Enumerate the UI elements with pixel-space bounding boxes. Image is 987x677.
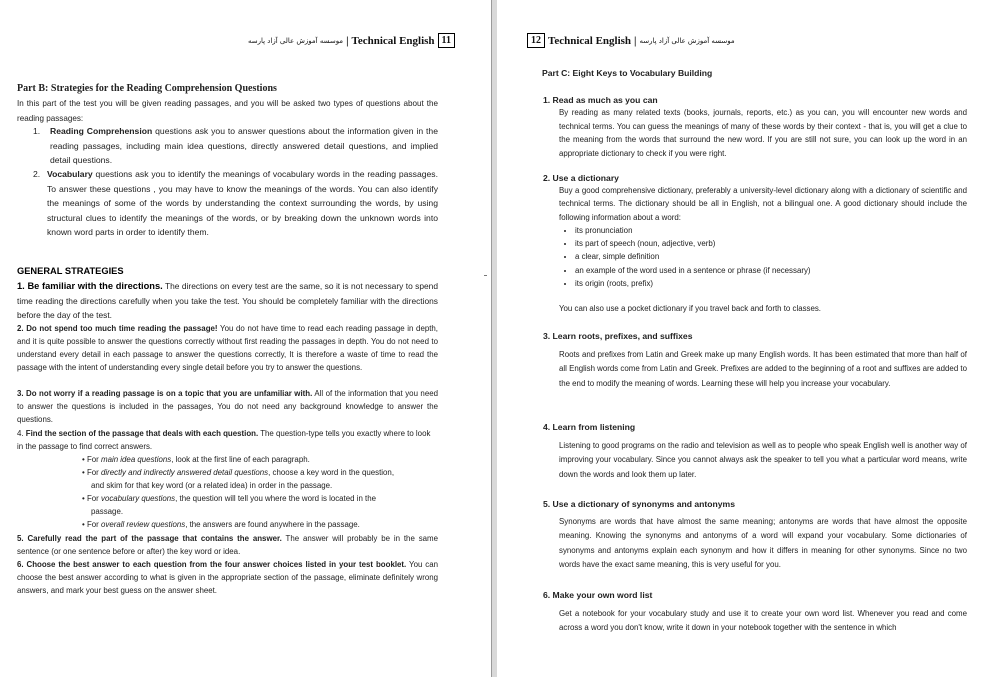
dictionary-info-list bbox=[561, 224, 975, 290]
term-reading-comprehension: Reading Comprehension bbox=[50, 126, 153, 136]
list-number: 1. bbox=[33, 126, 41, 136]
list-item: • a clear, simple definition bbox=[575, 250, 975, 263]
header-institute-name: موسسه آموزش عالی آزاد پارسه bbox=[247, 36, 344, 45]
question-type-vocabulary bbox=[33, 167, 438, 240]
strategy-title: 3. Do not worry if a reading passage is on a topic that you are unfamiliar with. bbox=[17, 389, 313, 398]
strategy-title: Find the section of the passage that deals with each question. bbox=[25, 429, 259, 438]
key-2-text: Buy a good comprehensive dictionary, preferably a university-level dictionary along with a dictionary of scientific and technical terms. The dictionary should be all in English, not a bilingual one. A good dictionary should include the following information about a word: bbox=[559, 186, 967, 222]
header-institute-name: موسسه آموزش عالی آزاد پارسه bbox=[639, 36, 735, 45]
list-item: • its part of speech (noun, adjective, verb) bbox=[575, 237, 975, 250]
left-page bbox=[0, 0, 492, 677]
bullet-detail: • For directly and indirectly answered detail questions, choose a key word in the question, and skim for that key word (or a related idea) in order in the passage. bbox=[82, 468, 395, 491]
list-item: • its pronunciation bbox=[575, 224, 975, 237]
list-item: • an example of the word used in a sentence or phrase (if necessary) bbox=[575, 264, 975, 277]
strategy-3 bbox=[17, 387, 438, 426]
strategy-title: 1. Be familiar with the directions. bbox=[17, 281, 163, 291]
strategy-2 bbox=[17, 322, 438, 374]
page-number: 12 bbox=[527, 33, 545, 48]
key-1-title: 1. Read as much as you can bbox=[543, 95, 658, 105]
term-description: questions ask you to identify the meanings of vocabulary words in the reading passages. To answer these questions , you may have to know the meanings of the words. You can also identify the meanings of some of the words by understanding the context surrounding the words, by using structural clues to identify the meanings of the words, or by breaking down the unknown words into known word parts in order to identify them. bbox=[47, 169, 438, 238]
strategy-text: All of the information that you need to answer the questions is included in the passages, You do not need any background knowledge to answer the questions. bbox=[17, 389, 438, 425]
key-1-text: By reading as many related texts (books, journals, reports, etc.) as you can, you will encounter new words and technical terms. You can guess the meanings of many of these words by their context - that is, you will get a clue to the meaning from the words that surround the new word. If you are still not sure, you can look up the word in an appropriate dictionary to check if you were right. bbox=[559, 108, 967, 158]
key-6-title: 6. Make your own word list bbox=[543, 590, 653, 600]
part-b-intro: In this part of the test you will be given reading passages, and you will be asked two types of questions about the reading passages: bbox=[17, 99, 438, 123]
strategy-text: The question-type tells you exactly where to look in the passage to find correct answers. bbox=[17, 429, 431, 452]
list-number: 2. bbox=[33, 169, 41, 179]
question-type-reading-comprehension bbox=[33, 124, 438, 168]
right-page bbox=[497, 0, 987, 677]
term-vocabulary: Vocabulary bbox=[47, 169, 93, 179]
strategy-title: 2. Do not spend too much time reading the passage! bbox=[17, 324, 218, 333]
key-4-text: Listening to good programs on the radio and television as well as to people who speak English well is another way of improving your vocabulary. Since you cannot always ask the speaker to tell you what a particular word means, write down the words and look them up later. bbox=[559, 441, 967, 479]
strategy-title: 6. Choose the best answer to each question from the four answer choices listed in your test booklet. bbox=[17, 560, 407, 569]
strategy-text: The answer will probably be in the same sentence (or one sentence before or after) the key word or idea. bbox=[17, 534, 438, 557]
strategy-text: You do not have time to read each reading passage in depth, and it is quite possible to answer the questions correctly without first reading the passages in depth. You do not need to understand every detail in each passage to answer the questions correctly, It is therefore a waste of time to read the passage with the intent of understanding every single detail before you try to answer the questions. bbox=[17, 324, 438, 373]
general-strategies-heading: GENERAL STRATEGIES bbox=[17, 266, 124, 276]
header-title: Technical English bbox=[548, 34, 632, 47]
strategy-4 bbox=[17, 427, 438, 453]
margin-mark bbox=[484, 275, 487, 276]
part-c-title: Part C: Eight Keys to Vocabulary Building bbox=[542, 68, 713, 78]
part-b-title: Part B: Strategies for the Reading Comprehension Questions bbox=[17, 83, 277, 94]
strategy-1 bbox=[17, 279, 438, 323]
list-item: • its origin (roots, prefix) bbox=[575, 277, 975, 290]
page-number: 11 bbox=[438, 33, 455, 48]
term-description: questions ask you to answer questions about the information given in the reading passages, including main idea questions, directly answered detail questions, and implied detail questions. bbox=[50, 126, 438, 166]
key-6-text: Get a notebook for your vocabulary study and use it to create your own word list. Whenever you read and come across a word you don't know, write it down in your notebook together with the sentence in which bbox=[559, 609, 967, 633]
strategy-6 bbox=[17, 558, 438, 597]
key-5-text: Synonyms are words that have almost the same meaning; antonyms are words that have almost the opposite meaning. Knowing the synonyms and antonyms of a word will expand your vocabulary. Some dictionaries of synonyms and antonyms explain each synonym and how it differs in meaning for other synonyms. Since no two words have the exact same meaning, this is very useful for you. bbox=[559, 517, 967, 570]
left-page-header bbox=[248, 33, 455, 48]
key-3-text: Roots and prefixes from Latin and Greek make up many English words. It has been estimated that more than half of all English words come from Latin and Greek. Prefixes are added to the beginning of a root and suffixes are added to the end to modify the meaning of words. Learning these will help you increase your vocabulary. bbox=[559, 350, 967, 388]
header-title: Technical English bbox=[351, 34, 435, 47]
right-page-header bbox=[527, 33, 735, 48]
key-4-title: 4. Learn from listening bbox=[543, 422, 636, 432]
list-number: 4. bbox=[17, 429, 24, 438]
strategy-title: 5. Carefully read the part of the passage that contains the answer. bbox=[17, 534, 282, 543]
bullet-vocabulary: • For vocabulary questions, the question will tell you where the word is located in the passage. bbox=[82, 494, 377, 517]
key-5-title: 5. Use a dictionary of synonyms and antonyms bbox=[543, 499, 735, 509]
bullet-main-idea: • For main idea questions, look at the first line of each paragraph. bbox=[82, 455, 310, 464]
bullet-overall-review: • For overall review questions, the answers are found anywhere in the passage. bbox=[82, 520, 360, 530]
header-separator: | bbox=[346, 34, 349, 47]
key-3-title: 3. Learn roots, prefixes, and suffixes bbox=[543, 331, 693, 341]
strategy-text: You can choose the best answer according to what is given in the appropriate section of the passage, eliminate definitely wrong answers, and mark your best guess on the answer sheet. bbox=[17, 560, 438, 596]
key-2-after: You can also use a pocket dictionary if you travel back and forth to classes. bbox=[559, 304, 822, 313]
strategy-text: The directions on every test are the same, so it is not necessary to spend time reading the directions carefully when you take the test. You should be completely familiar with the directions before the day of the test. bbox=[17, 281, 438, 321]
header-separator: | bbox=[634, 34, 637, 47]
key-2-title: 2. Use a dictionary bbox=[543, 173, 619, 183]
strategy-4-bullets bbox=[82, 453, 402, 532]
strategy-5 bbox=[17, 532, 438, 558]
